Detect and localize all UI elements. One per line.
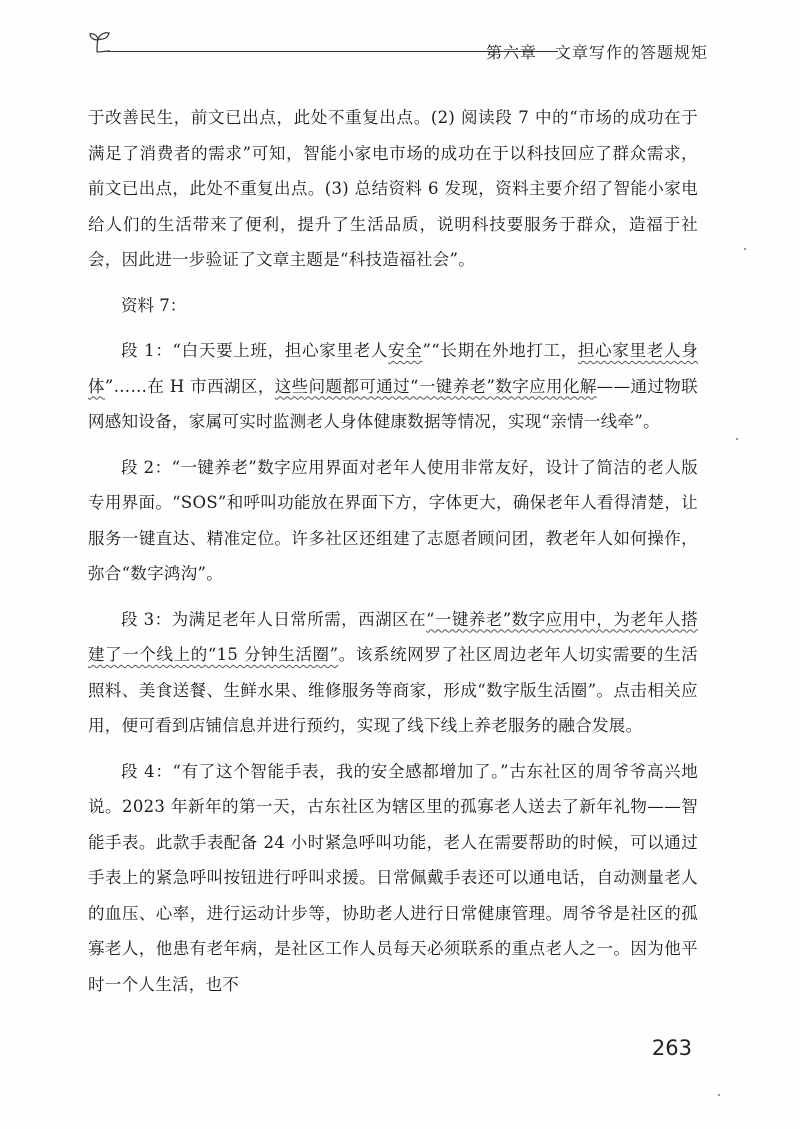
paragraph-continued: 于改善民生，前文已出点，此处不重复出点。(2) 阅读段 7 中的“市场的成功在于满足了消费者的需求”可知，智能小家电市场的成功在于以科技回应了群众需求，前文已出点，此处不重复出点。(3) 总结资料 6 发现，资料主要介绍了智能小家电给人们的生活带来了便利，提升了生活品质，说明科技要服务于群众，造福于社会，因此进一步验证了文章主题是“科技造福社会”。 bbox=[88, 108, 698, 269]
section-1-text-b: ”“长期在外地打工， bbox=[422, 341, 578, 360]
section-3-underlined: “一键养老”数字应用中，为老年人搭建了一个线上的“15 分钟生活圈” bbox=[88, 609, 698, 664]
paragraph-section-2: 段 2：“一键养老”数字应用界面对老年人使用非常友好，设计了简洁的老人版专用界面。“SOS”和呼叫功能放在界面下方，字体更大，确保老年人看得清楚，让服务一键直达、精准定位。许多社区还组建了志愿者顾问团，教老年人如何操作，弥合“数字鸿沟”。 bbox=[88, 457, 698, 583]
section-3-text-b: 。该系统网罗了社区周边老年人切实需要的生活照料、美食送餐、生鲜水果、维修服务等商家，形成“数字版生活圈”。点击相关应用，便可看到店铺信息并进行预约，实现了线下线上养老服务的融合发展。 bbox=[88, 645, 698, 735]
section-1-underlined-b: 担心家里老人身体 bbox=[88, 341, 698, 396]
section-1-underlined-c: 这些问题都可通过“一键养老”数字应用化解 bbox=[274, 376, 597, 396]
section-1-text-c: ”……在 H 市西湖区， bbox=[104, 376, 275, 396]
section-1-text-d: ——通过物联网感知设备，家属可实时监测老人身体健康数据等情况，实现“亲情一线牵”。 bbox=[88, 376, 698, 431]
page-body bbox=[88, 100, 698, 1002]
scan-speck bbox=[736, 438, 738, 440]
running-header bbox=[88, 30, 708, 60]
chapter-number: 第六章 bbox=[485, 43, 537, 62]
material-label: 资料 7： bbox=[121, 295, 187, 315]
paragraph-section-3 bbox=[88, 602, 698, 744]
paragraph-section-4: 段 4：“有了这个智能手表，我的安全感都增加了。”古东社区的周爷爷高兴地说。2023 年新年的第一天，古东社区为辖区里的孤寡老人送去了新年礼物——智能手表。此款手表配备 24 小时紧急呼叫功能，老人在需要帮助的时候，可以通过手表上的紧急呼叫按钮进行呼叫求援。日常佩戴手表还可以通电话，自动测量老人的血压、心率，进行运动计步等，协助老人进行日常健康管理。周爷爷是社区的孤寡老人，他患有老年病，是社区工作人员每天必须联系的重点老人之一。因为他平时一个人生活，也不 bbox=[88, 761, 698, 994]
scan-speck bbox=[718, 1094, 720, 1096]
chapter-title bbox=[486, 40, 708, 63]
section-1-underlined-a: 安全 bbox=[388, 341, 423, 360]
page-number: 263 bbox=[651, 1036, 692, 1060]
chapter-name: 文章写作的答题规矩 bbox=[554, 43, 708, 62]
scan-speck bbox=[744, 248, 746, 250]
section-1-text-a: 段 1：“白天要上班，担心家里老人 bbox=[121, 341, 389, 360]
section-3-text-a: 段 3：为满足老年人日常所需，西湖区在 bbox=[121, 609, 426, 629]
paragraph-section-1 bbox=[88, 333, 698, 440]
